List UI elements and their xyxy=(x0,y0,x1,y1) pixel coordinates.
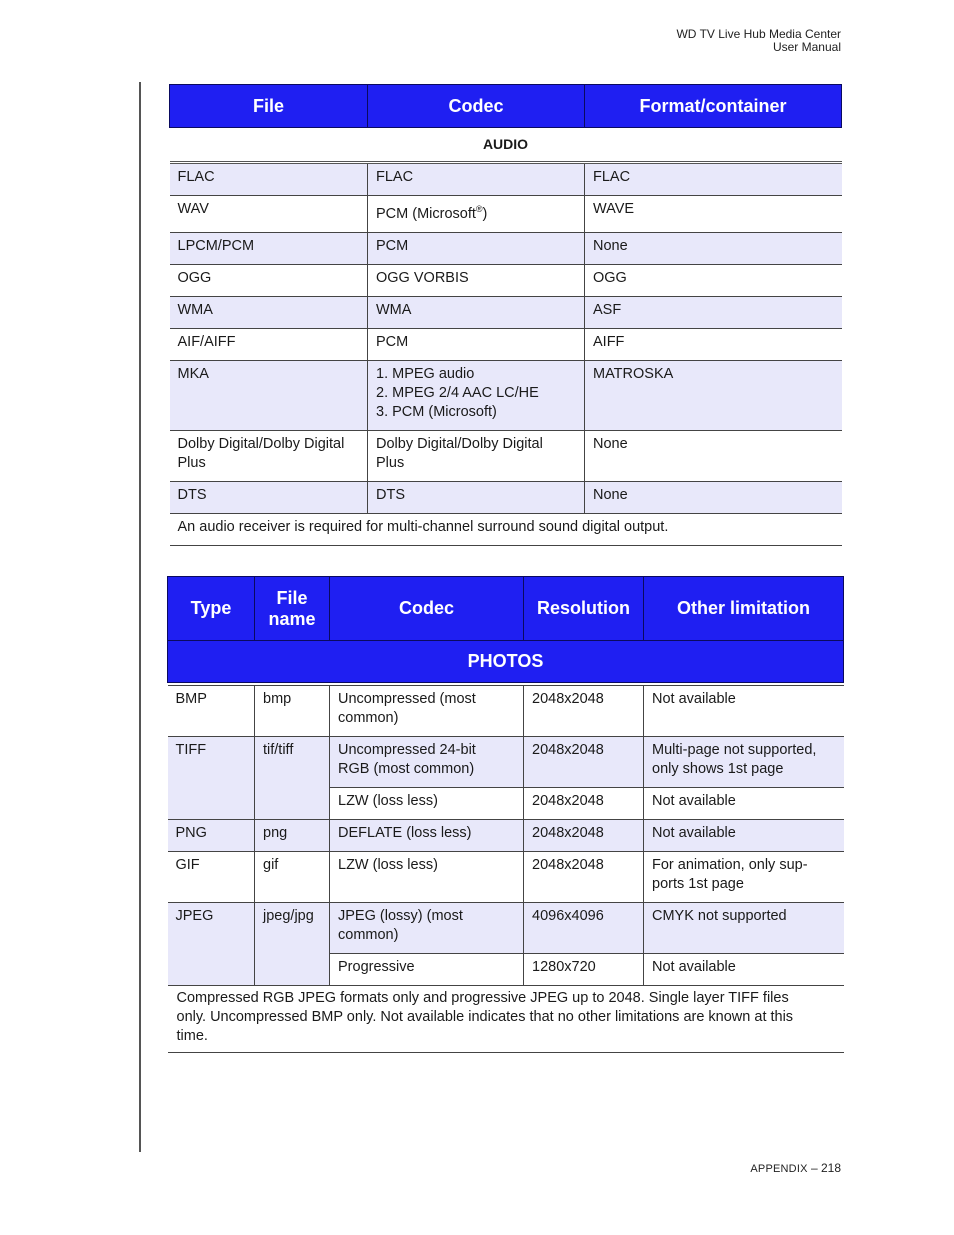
col-header-format: Format/container xyxy=(585,85,842,128)
codec-line: 1. MPEG audio xyxy=(376,366,475,382)
file-cell xyxy=(170,431,368,482)
file-cell: AIF/AIFF xyxy=(170,329,368,361)
type-cell: PNG xyxy=(168,820,255,852)
codec-text-tail: ) xyxy=(482,206,488,222)
audio-header-row xyxy=(170,85,842,128)
photo-formats-table xyxy=(167,576,844,1053)
col-header-codec: Codec xyxy=(368,85,585,128)
codec-text: PCM (Microsoft xyxy=(376,206,476,222)
limitation-cell: Not available xyxy=(644,686,844,737)
table-row xyxy=(168,820,844,852)
section-title-audio: AUDIO xyxy=(170,128,842,163)
resolution-cell: 2048x2048 xyxy=(524,852,644,903)
codec-cell: DEFLATE (loss less) xyxy=(330,820,524,852)
col-header-file-name xyxy=(255,577,330,641)
type-cell: TIFF xyxy=(168,737,255,820)
limitation-line: ports 1st page xyxy=(652,876,744,892)
note-line: time. xyxy=(176,1028,208,1044)
codec-cell: WMA xyxy=(368,297,585,329)
table-row xyxy=(170,196,842,233)
codec-line: JPEG (lossy) (most xyxy=(338,908,463,924)
format-cell: WAVE xyxy=(585,196,842,233)
resolution-cell: 2048x2048 xyxy=(524,686,644,737)
table-row xyxy=(170,361,842,431)
col-header-file-name-text: File name xyxy=(268,587,316,629)
limitation-cell: Not available xyxy=(644,820,844,852)
resolution-cell: 2048x2048 xyxy=(524,737,644,788)
note-line: only. Uncompressed BMP only. Not available indicates that no other limitations are known at this xyxy=(176,1009,794,1025)
table-row xyxy=(168,737,844,788)
col-header-file: File xyxy=(170,85,368,128)
photos-header-row xyxy=(168,577,844,641)
table-row xyxy=(170,482,842,514)
table-row xyxy=(170,431,842,482)
file-cell: LPCM/PCM xyxy=(170,233,368,265)
format-cell: None xyxy=(585,233,842,265)
note-line: Compressed RGB JPEG formats only and progressive JPEG up to 2048. Single layer TIFF files xyxy=(176,990,789,1006)
codec-cell xyxy=(330,686,524,737)
codec-line: common) xyxy=(338,927,399,943)
file-line: Dolby Digital/Dolby Digital xyxy=(177,436,345,452)
section-title-photos: PHOTOS xyxy=(168,641,844,683)
codec-line: Uncompressed (most xyxy=(338,691,476,707)
table-row xyxy=(170,329,842,361)
registered-mark: ® xyxy=(475,204,483,215)
resolution-cell: 2048x2048 xyxy=(524,788,644,820)
table-row xyxy=(170,265,842,297)
codec-cell: PCM xyxy=(368,329,585,361)
codec-cell xyxy=(368,196,585,233)
file-line: Plus xyxy=(177,455,206,471)
file-cell: FLAC xyxy=(170,163,368,196)
codec-cell: DTS xyxy=(368,482,585,514)
limitation-cell: Not available xyxy=(644,788,844,820)
audio-formats-table xyxy=(169,84,842,546)
format-cell: None xyxy=(585,431,842,482)
file-cell: OGG xyxy=(170,265,368,297)
codec-line: 3. PCM (Microsoft) xyxy=(376,404,497,420)
header-title: WD TV Live Hub Media Center xyxy=(676,27,841,41)
file-cell: png xyxy=(255,820,330,852)
limitation-cell: CMYK not supported xyxy=(644,903,844,954)
limitation-cell: Not available xyxy=(644,954,844,986)
format-cell: AIFF xyxy=(585,329,842,361)
photos-table-note xyxy=(168,986,844,1053)
limitation-cell xyxy=(644,852,844,903)
header-subtitle: User Manual xyxy=(772,40,841,54)
codec-cell xyxy=(368,361,585,431)
codec-line: Plus xyxy=(376,455,405,471)
codec-cell xyxy=(368,431,585,482)
table-row xyxy=(168,903,844,954)
codec-cell xyxy=(330,737,524,788)
codec-cell: FLAC xyxy=(368,163,585,196)
codec-cell: LZW (loss less) xyxy=(330,788,524,820)
limitation-cell xyxy=(644,737,844,788)
format-cell: ASF xyxy=(585,297,842,329)
resolution-cell: 2048x2048 xyxy=(524,820,644,852)
limitation-line: Multi-page not supported, xyxy=(652,742,817,758)
page-number: 218 xyxy=(820,1161,841,1175)
type-cell: GIF xyxy=(168,852,255,903)
resolution-cell: 4096x4096 xyxy=(524,903,644,954)
codec-cell: OGG VORBIS xyxy=(368,265,585,297)
codec-line: Uncompressed 24-bit xyxy=(338,742,476,758)
table-row xyxy=(170,233,842,265)
resolution-cell: 1280x720 xyxy=(524,954,644,986)
file-cell: WAV xyxy=(170,196,368,233)
margin-rule xyxy=(139,82,141,1152)
format-cell: OGG xyxy=(585,265,842,297)
codec-cell: LZW (loss less) xyxy=(330,852,524,903)
audio-table-note: An audio receiver is required for multi-channel surround sound digital output. xyxy=(170,514,842,546)
limitation-line: only shows 1st page xyxy=(652,761,784,777)
type-cell: BMP xyxy=(168,686,255,737)
col-header-other-limitation: Other limitation xyxy=(644,577,844,641)
file-cell: MKA xyxy=(170,361,368,431)
file-cell: jpeg/jpg xyxy=(255,903,330,986)
codec-cell: PCM xyxy=(368,233,585,265)
table-row xyxy=(168,852,844,903)
format-cell: FLAC xyxy=(585,163,842,196)
table-row xyxy=(170,297,842,329)
running-header xyxy=(676,28,841,54)
file-cell: gif xyxy=(255,852,330,903)
table-row xyxy=(168,686,844,737)
table-row xyxy=(170,163,842,196)
codec-cell: Progressive xyxy=(330,954,524,986)
format-cell: MATROSKA xyxy=(585,361,842,431)
codec-line: Dolby Digital/Dolby Digital xyxy=(376,436,543,452)
footer-separator: – xyxy=(807,1161,821,1175)
limitation-line: For animation, only sup- xyxy=(652,857,808,873)
codec-line: 2. MPEG 2/4 AAC LC/HE xyxy=(376,385,539,401)
col-header-type: Type xyxy=(168,577,255,641)
file-cell: bmp xyxy=(255,686,330,737)
col-header-resolution: Resolution xyxy=(524,577,644,641)
codec-line: common) xyxy=(338,710,399,726)
file-cell: WMA xyxy=(170,297,368,329)
file-cell: DTS xyxy=(170,482,368,514)
format-cell: None xyxy=(585,482,842,514)
codec-cell xyxy=(330,903,524,954)
page-footer xyxy=(750,1161,841,1175)
codec-line: RGB (most common) xyxy=(338,761,475,777)
file-cell: tif/tiff xyxy=(255,737,330,820)
col-header-codec: Codec xyxy=(330,577,524,641)
type-cell: JPEG xyxy=(168,903,255,986)
footer-section: APPENDIX xyxy=(750,1163,808,1175)
